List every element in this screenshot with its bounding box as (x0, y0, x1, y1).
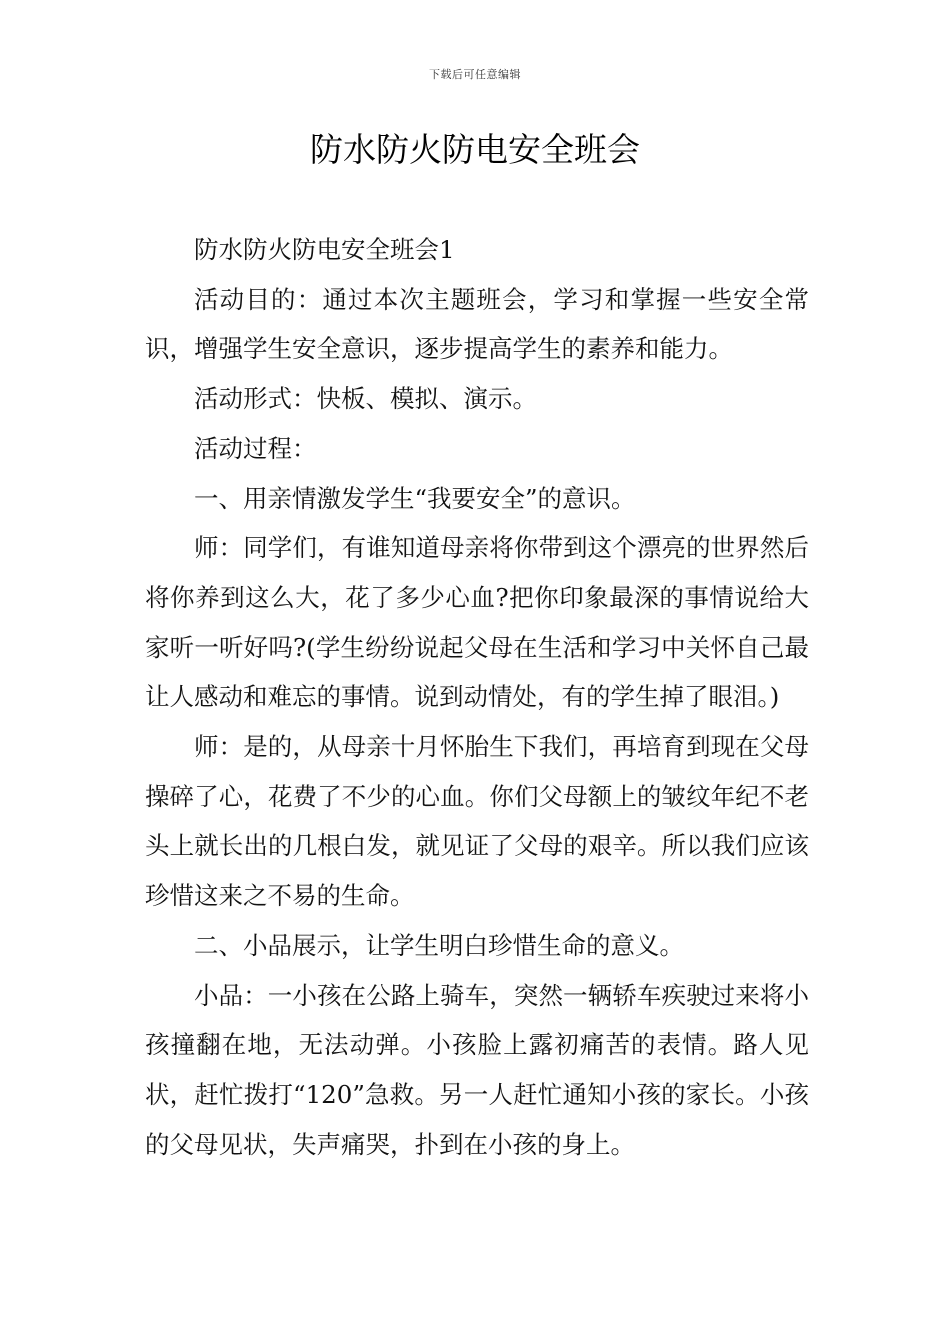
paragraph: 师：同学们，有谁知道母亲将你带到这个漂亮的世界然后将你养到这么大，花了多少心血?把你印象最深的事情说给大家听一听好吗?(学生纷纷说起父母在生活和学习中关怀自己最让人感动和难忘的事情。说到动情处，有的学生掉了眼泪。) (145, 533, 809, 712)
paragraph: 小品：一小孩在公路上骑车，突然一辆轿车疾驶过来将小孩撞翻在地，无法动弹。小孩脸上露初痛苦的表情。路人见状，赶忙拨打“120”急救。另一人赶忙通知小孩的家长。小孩的父母见状，失声痛哭，扑到在小孩的身上。 (145, 980, 809, 1159)
paragraph: 师：是的，从母亲十月怀胎生下我们，再培育到现在父母操碎了心，花费了不少的心血。你们父母额上的皱纹年纪不老头上就长出的几根白发，就见证了父母的艰辛。所以我们应该珍惜这来之不易的生命。 (145, 732, 809, 911)
header-note: 下载后可任意编辑 (429, 68, 521, 81)
paragraph: 一、用亲情激发学生“我要安全”的意识。 (194, 483, 636, 513)
paragraph: 二、小品展示，让学生明白珍惜生命的意义。 (194, 930, 684, 960)
paragraph: 活动过程： (194, 433, 317, 463)
paragraph: 防水防火防电安全班会1 (194, 235, 455, 264)
document-body (145, 225, 809, 1169)
document-title: 防水防火防电安全班会 (310, 130, 640, 169)
paragraph: 活动形式：快板、模拟、演示。 (194, 384, 537, 414)
paragraph: 活动目的：通过本次主题班会，学习和掌握一些安全常识，增强学生安全意识，逐步提高学生的素养和能力。 (145, 284, 809, 364)
